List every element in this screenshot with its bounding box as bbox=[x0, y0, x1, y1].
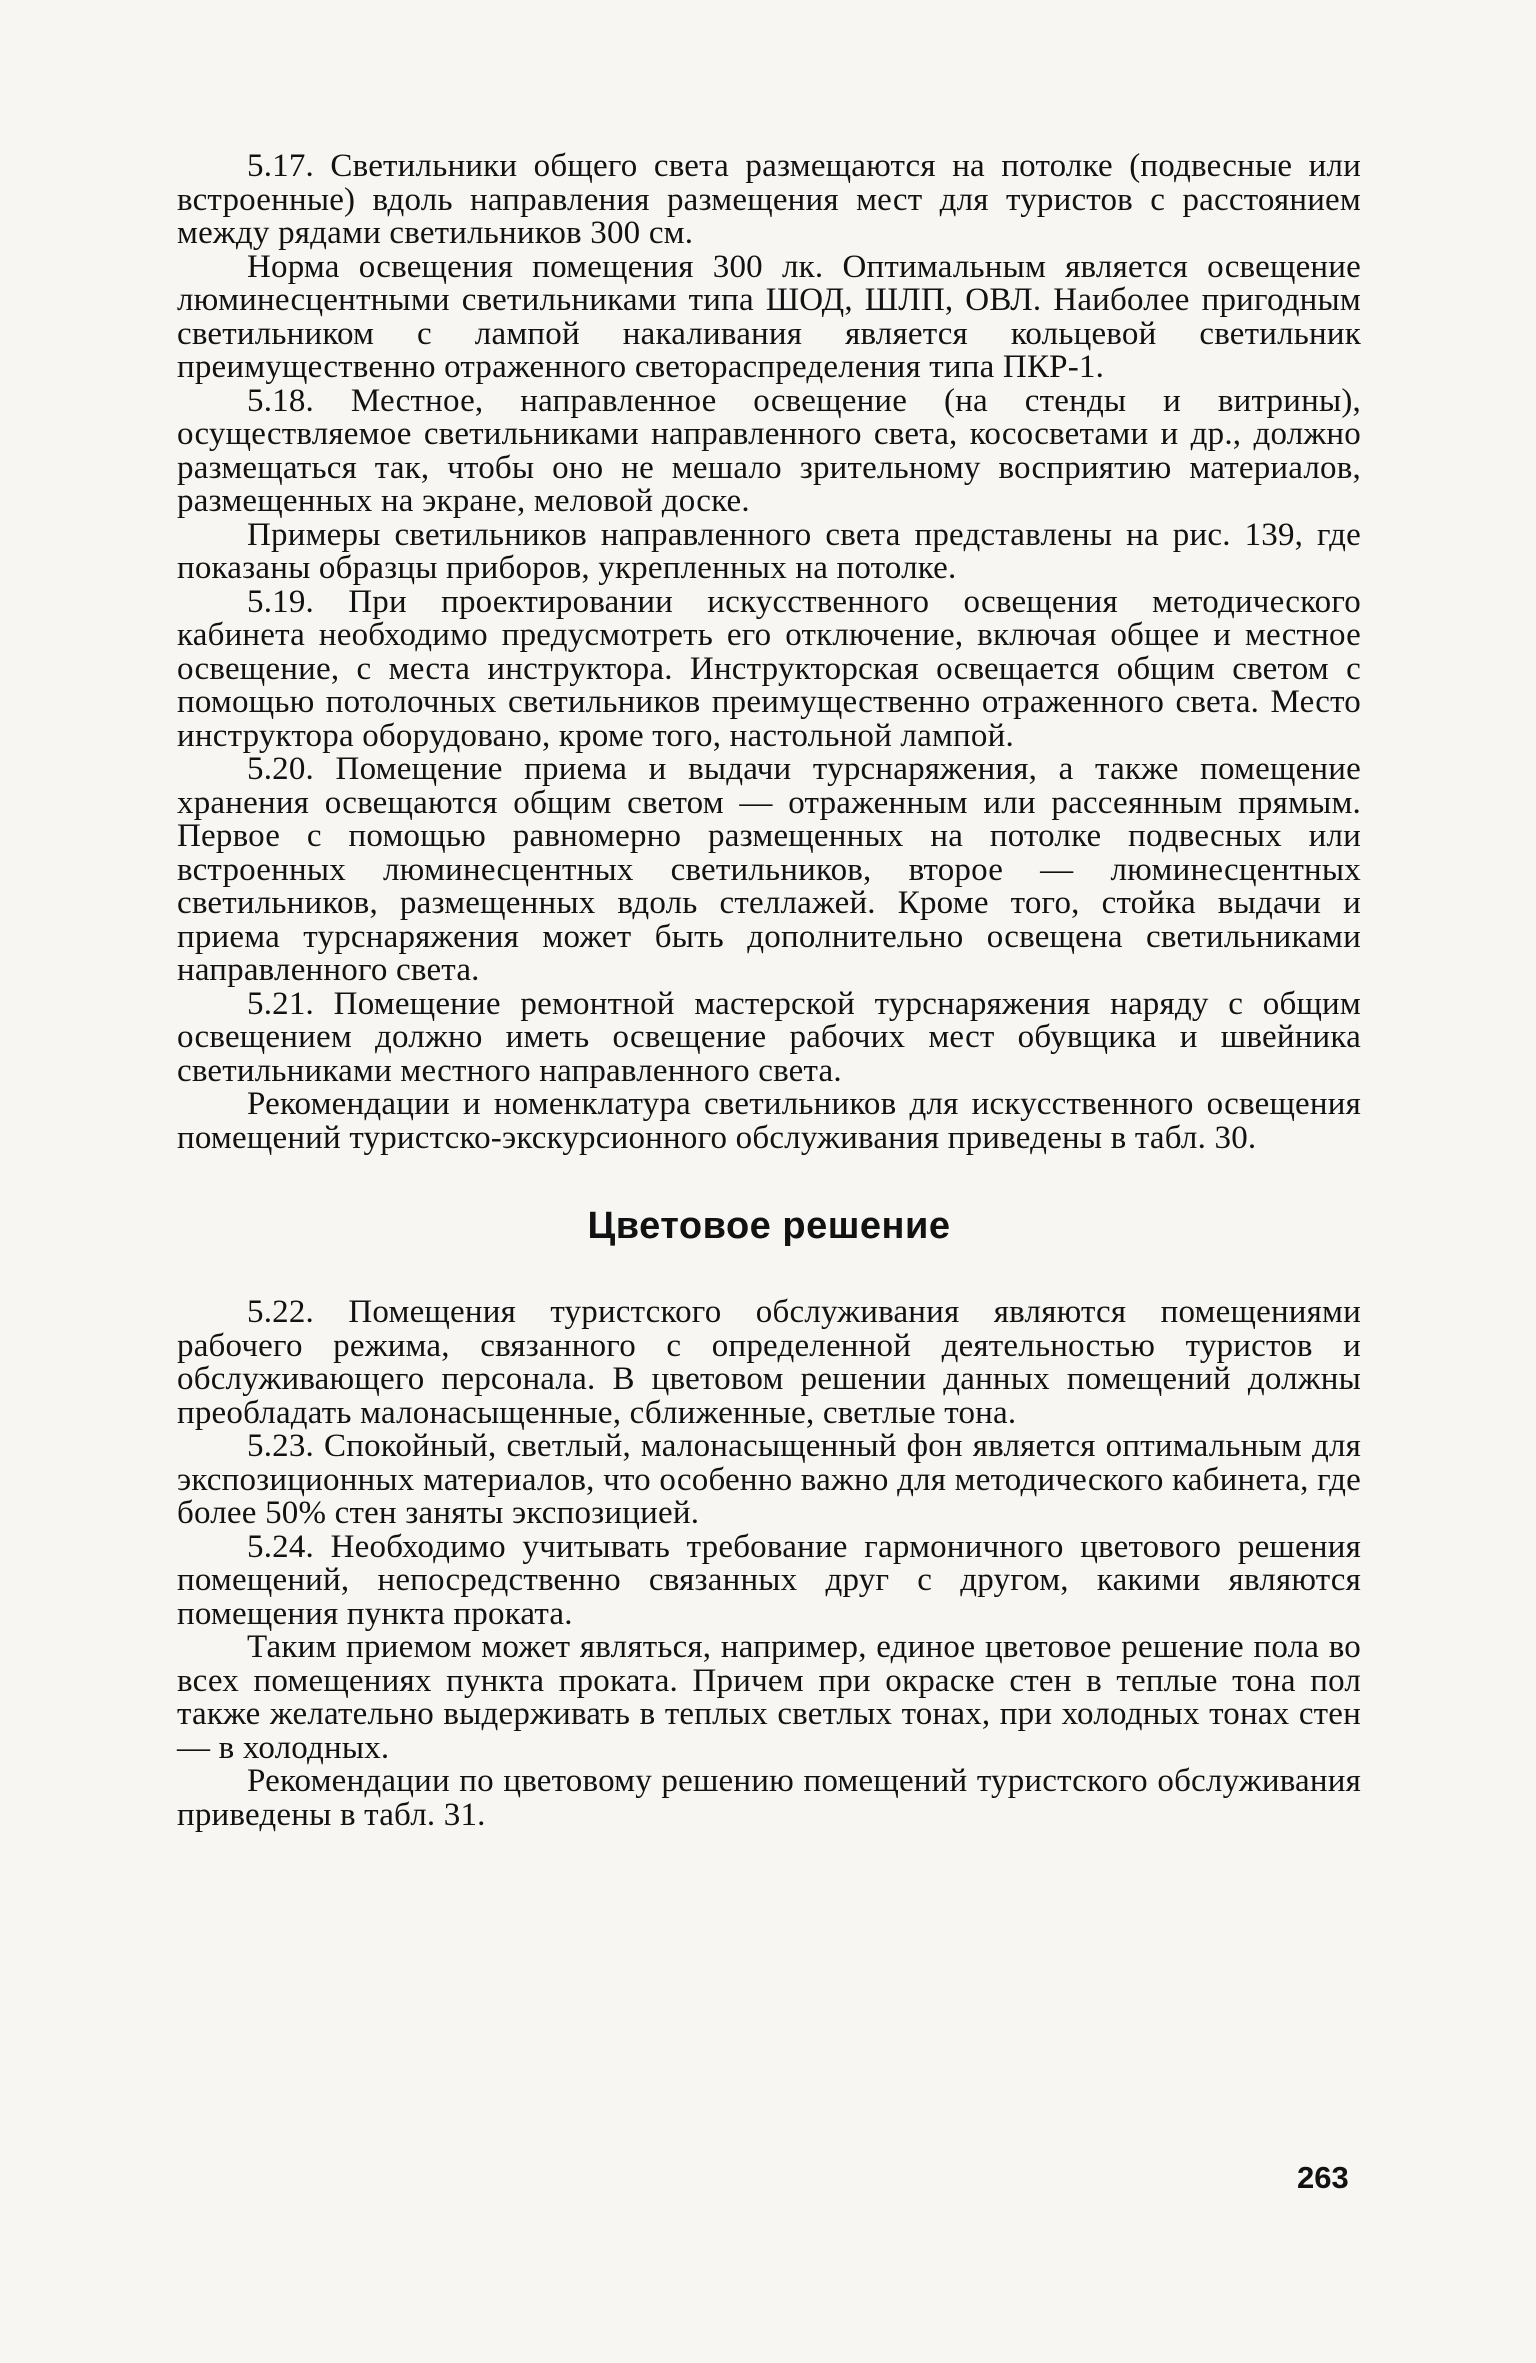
paragraph-recommendations-table-31: Рекомендации по цветовому решению помещений туристского обслуживания приведены в табл. 31. bbox=[177, 1763, 1361, 1833]
paragraph-5-24: 5.24. Необходимо учитывать требование гармоничного цветового решения помещений, непосредственно связанных друг с другом, какими являются помещения пункта проката. bbox=[177, 1528, 1361, 1632]
paragraph-lighting-norm: Норма освещения помещения 300 лк. Оптимальным является освещение люминесцентными светильниками типа ШОД, ШЛП, ОВЛ. Наиболее пригодным светильником с лампой накаливания является кольцевой светильник преимущественно отраженного светораспределения типа ПКР-1. bbox=[177, 248, 1361, 385]
paragraph-5-17: 5.17. Светильники общего света размещаются на потолке (подвесные или встроенные) вдоль направления размещения мест для туристов с расстоянием между рядами светильников 300 см. bbox=[177, 148, 1361, 251]
paragraph-5-21: 5.21. Помещение ремонтной мастерской турснаряжения наряду с общим освещением должно иметь освещение рабочих мест обувщика и швейника светильниками местного направленного света. bbox=[177, 985, 1361, 1089]
paragraph-5-22: 5.22. Помещения туристского обслуживания являются помещениями рабочего режима, связанного с определенной деятельностью туристов и обслуживающего персонала. В цветовом решении данных помещений должны преобладать малонасыщенные, сближенные, светлые тона. bbox=[177, 1294, 1361, 1431]
paragraph-rental-floor: Таким приемом может являться, например, единое цветовое решение пола во всех помещениях пункта проката. Причем при окраске стен в теплые тона пол также желательно выдерживать в теплых светлых тонах, при холодных тонах стен — в холодных. bbox=[177, 1629, 1361, 1766]
page-body bbox=[177, 150, 1361, 1832]
paragraph-5-19: 5.19. При проектировании искусственного освещения методического кабинета необходимо предусмотреть его отключение, включая общее и местное освещение, с места инструктора. Инструкторская освещается общим светом с помощью потолочных светильников преимущественно отраженного света. Место инструктора оборудовано, кроме того, настольной лампой. bbox=[177, 583, 1361, 754]
page-number: 263 bbox=[1297, 2160, 1349, 2195]
paragraph-recommendations-table-30: Рекомендации и номенклатура светильников для искусственного освещения помещений туристско-экскурсионного обслуживания приведены в табл. 30. bbox=[177, 1086, 1361, 1156]
paragraph-examples: Примеры светильников направленного света представлены на рис. 139, где показаны образцы приборов, укрепленных на потолке. bbox=[177, 516, 1361, 586]
paragraph-5-20: 5.20. Помещение приема и выдачи турснаряжения, а также помещение хранения освещаются общим светом — отраженным или рассеянным прямым. Первое с помощью равномерно размещенных на потолке подвесных или встроенных люминесцентных светильников, второе — люминесцентных светильников, размещенных вдоль стеллажей. Кроме того, стойка выдачи и приема турснаряжения может быть дополнительно освещена светильниками направленного света. bbox=[177, 751, 1361, 988]
paragraph-5-23: 5.23. Спокойный, светлый, малонасыщенный фон является оптимальным для экспозиционных материалов, что особенно важно для методического кабинета, где более 50% стен заняты экспозицией. bbox=[177, 1428, 1361, 1531]
paragraph-5-18: 5.18. Местное, направленное освещение (на стенды и витрины), осуществляемое светильниками направленного света, кососветами и др., должно размещаться так, чтобы оно не мешало зрительному восприятию материалов, размещенных на экране, меловой доске. bbox=[177, 382, 1361, 519]
section-heading: Цветовое решение bbox=[587, 1205, 951, 1247]
